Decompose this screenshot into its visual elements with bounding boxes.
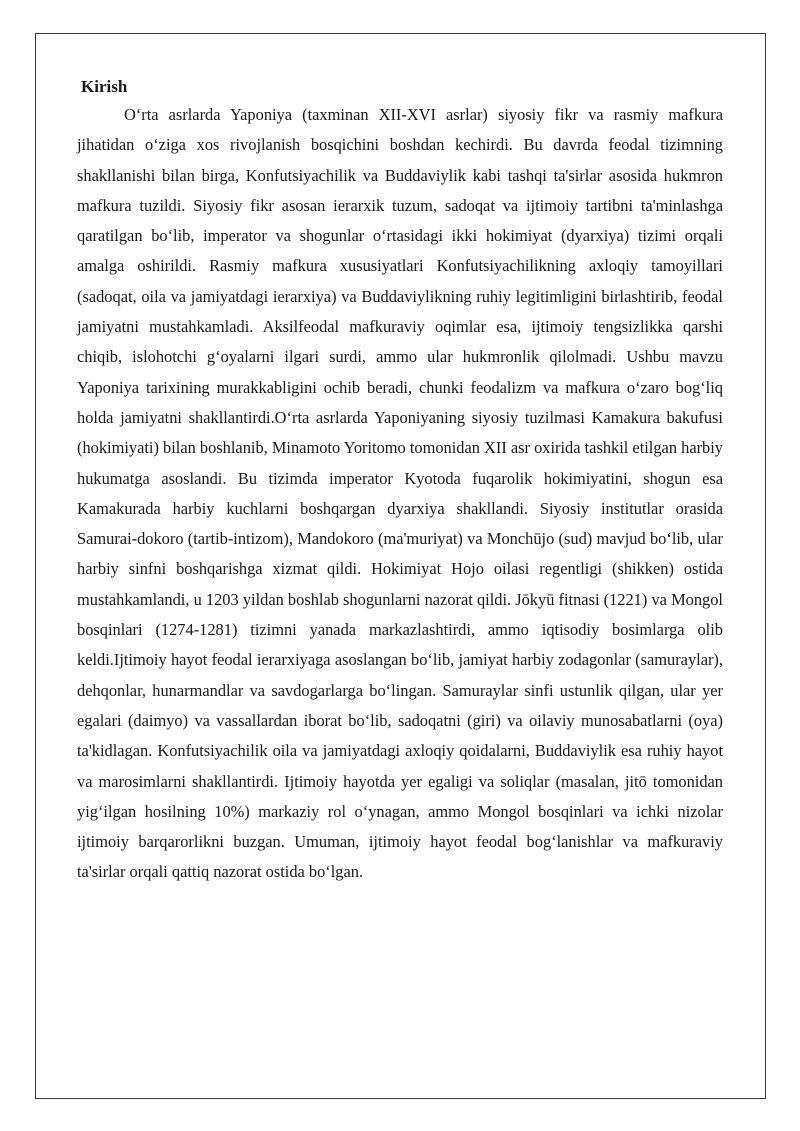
- section-heading: Kirish: [81, 77, 128, 96]
- document-body: [77, 76, 723, 888]
- body-paragraph: O‘rta asrlarda Yaponiya (taxminan XII-XVI asrlar) siyosiy fikr va rasmiy mafkura jihatidan o‘ziga xos rivojlanish bosqichini boshdan kechirdi. Bu davrda feodal tizimning shakllanishi bilan birga, Konfutsiyachilik va Buddaviylik kabi tashqi ta'sirlar asosida hukmron mafkura tuzildi. Siyosiy fikr asosan ierarxik tuzum, sadoqat va ijtimoiy tartibni ta'minlashga qaratilgan bo‘lib, imperator va shogunlar o‘rtasidagi ikki hokimiyat (dyarxiya) tizimi orqali amalga oshirildi. Rasmiy mafkura xususiyatlari Konfutsiyachilikning axloqiy tamoyillari (sadoqat, oila va jamiyatdagi ierarxiya) va Buddaviylikning ruhiy legitimligini birlashtirib, feodal jamiyatni mustahkamladi. Aksilfeodal mafkuraviy oqimlar esa, ijtimoiy tengsizlikka qarshi chiqib, islohotchi g‘oyalarni ilgari surdi, ammo ular hukmronlik qilolmadi. Ushbu mavzu Yaponiya tarixining murakkabligini ochib beradi, chunki feodalizm va mafkura o‘zaro bog‘liq holda jamiyatni shakllantirdi.O‘rta asrlarda Yaponiyaning siyosiy tuzilmasi Kamakura bakufusi (hokimiyati) bilan boshlanib, Minamoto Yoritomo tomonidan XII asr oxirida tashkil etilgan harbiy hukumatga asoslandi. Bu tizimda imperator Kyotoda fuqarolik hokimiyatini, shogun esa Kamakurada harbiy kuchlarni boshqargan dyarxiya shakllandi. Siyosiy institutlar orasida Samurai-dokoro (tartib-intizom), Mandokoro (ma'muriyat) va Monchūjo (sud) mavjud bo‘lib, ular harbiy sinfni boshqarishga xizmat qildi. Hokimiyat Hojo oilasi regentligi (shikken) ostida mustahkamlandi, u 1203 yildan boshlab shogunlarni nazorat qildi. Jōkyū fitnasi (1221) va Mongol bosqinlari (1274-1281) tizimni yanada markazlashtirdi, ammo iqtisodiy bosimlarga olib keldi.Ijtimoiy hayot feodal ierarxiyaga asoslangan bo‘lib, jamiyat harbiy zodagonlar (samuraylar), dehqonlar, hunarmandlar va savdogarlarga bo‘lingan. Samuraylar sinfi ustunlik qilgan, ular yer egalari (daimyo) va vassallardan iborat bo‘lib, sadoqatni (giri) va oilaviy munosabatlarni (oya) ta'kidlagan. Konfutsiyachilik oila va jamiyatdagi axloqiy qoidalarni, Buddaviylik esa ruhiy hayot va marosimlarni shakllantirdi. Ijtimoiy hayotda yer egaligi va soliqlar (masalan, jitō tomonidan yig‘ilgan hosilning 10%) markaziy rol o‘ynagan, ammo Mongol bosqinlari va ichki nizolar ijtimoiy barqarorlikni buzgan. Umuman, ijtimoiy hayot feodal bog‘lanishlar va mafkuraviy ta'sirlar orqali qattiq nazorat ostida bo‘lgan.: [77, 105, 723, 882]
